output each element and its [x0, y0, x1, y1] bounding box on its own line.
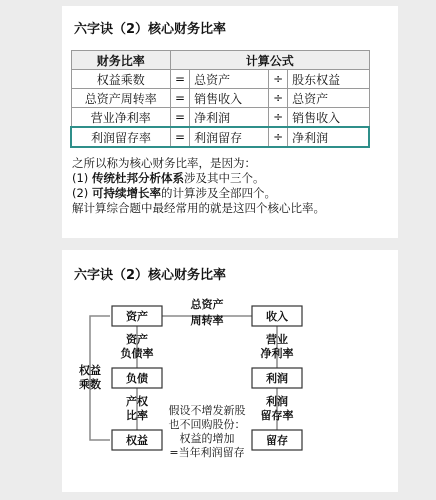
note-line-3: (2) 可持续增长率的计算涉及全部四个。 [72, 186, 276, 200]
row-op: ÷ [269, 70, 288, 89]
assumption-line-3: 权益的增加 [179, 432, 235, 445]
row-name: 营业净利率 [71, 108, 171, 128]
retained-box-label: 留存 [266, 434, 288, 447]
retention-label-1: 利润 [266, 395, 288, 408]
row-op: ÷ [269, 89, 288, 108]
net-margin-label-1: 营业 [266, 333, 288, 346]
row-a: 净利润 [190, 108, 269, 128]
equity-debt-label-2: 比率 [126, 409, 148, 422]
equity-debt-label-1: 产权 [126, 395, 148, 408]
table-row-highlighted [71, 127, 369, 147]
header-ratio: 财务比率 [71, 51, 171, 70]
row-op: ÷ [269, 108, 288, 128]
turnover-label-1: 总资产 [190, 298, 224, 311]
row-a: 总资产 [190, 70, 269, 89]
asset-box-label: 资产 [126, 310, 148, 323]
row-eq: = [171, 89, 190, 108]
assumption-line-4: =当年利润留存 [169, 446, 245, 459]
turnover-label-2: 周转率 [190, 314, 224, 327]
table-row [71, 70, 369, 89]
ratio-relationship-diagram [62, 250, 398, 492]
row-a: 销售收入 [190, 89, 269, 108]
row-b: 销售收入 [288, 108, 370, 128]
core-ratios-diagram-card [62, 250, 398, 492]
row-eq: = [171, 108, 190, 128]
table-row [71, 89, 369, 108]
assumption-line-2: 也不回购股份： [168, 418, 246, 431]
explanation-notes [72, 156, 325, 216]
table-header-row [71, 51, 369, 70]
debt-box-label: 负债 [126, 372, 148, 385]
row-b: 净利润 [288, 127, 370, 147]
header-formula: 计算公式 [171, 51, 370, 70]
note-line-2: (1) 传统杜邦分析体系涉及其中三个。 [72, 171, 265, 185]
row-op: ÷ [269, 127, 288, 147]
net-margin-label-2: 净利率 [260, 347, 294, 360]
ratio-table [70, 50, 370, 148]
asset-debt-label-1: 资产 [126, 333, 148, 346]
revenue-box-label: 收入 [266, 310, 288, 323]
row-a: 利润留存 [190, 127, 269, 147]
assumption-line-1: 假设不增发新股 [168, 404, 246, 417]
row-eq: = [171, 70, 190, 89]
row-name: 利润留存率 [71, 127, 171, 147]
card1-title: 六字诀（2）核心财务比率 [74, 22, 227, 37]
table-row [71, 108, 369, 128]
row-b: 股东权益 [288, 70, 370, 89]
note-line-1: 之所以称为核心财务比率，是因为： [72, 156, 256, 170]
retention-label-2: 留存率 [260, 409, 294, 422]
core-ratios-table-card [62, 6, 398, 238]
equity-box-label: 权益 [126, 434, 148, 447]
multiplier-label-1: 权益 [79, 364, 101, 377]
row-name: 权益乘数 [71, 70, 171, 89]
row-b: 总资产 [288, 89, 370, 108]
note-line-4: 解计算综合题中最经常用的就是这四个核心比率。 [72, 201, 325, 215]
asset-debt-label-2: 负债率 [120, 347, 154, 360]
row-name: 总资产周转率 [71, 89, 171, 108]
row-eq: = [171, 127, 190, 147]
card2-title: 六字诀（2）核心财务比率 [74, 268, 227, 283]
profit-box-label: 利润 [266, 372, 288, 385]
multiplier-label-2: 乘数 [79, 378, 101, 391]
